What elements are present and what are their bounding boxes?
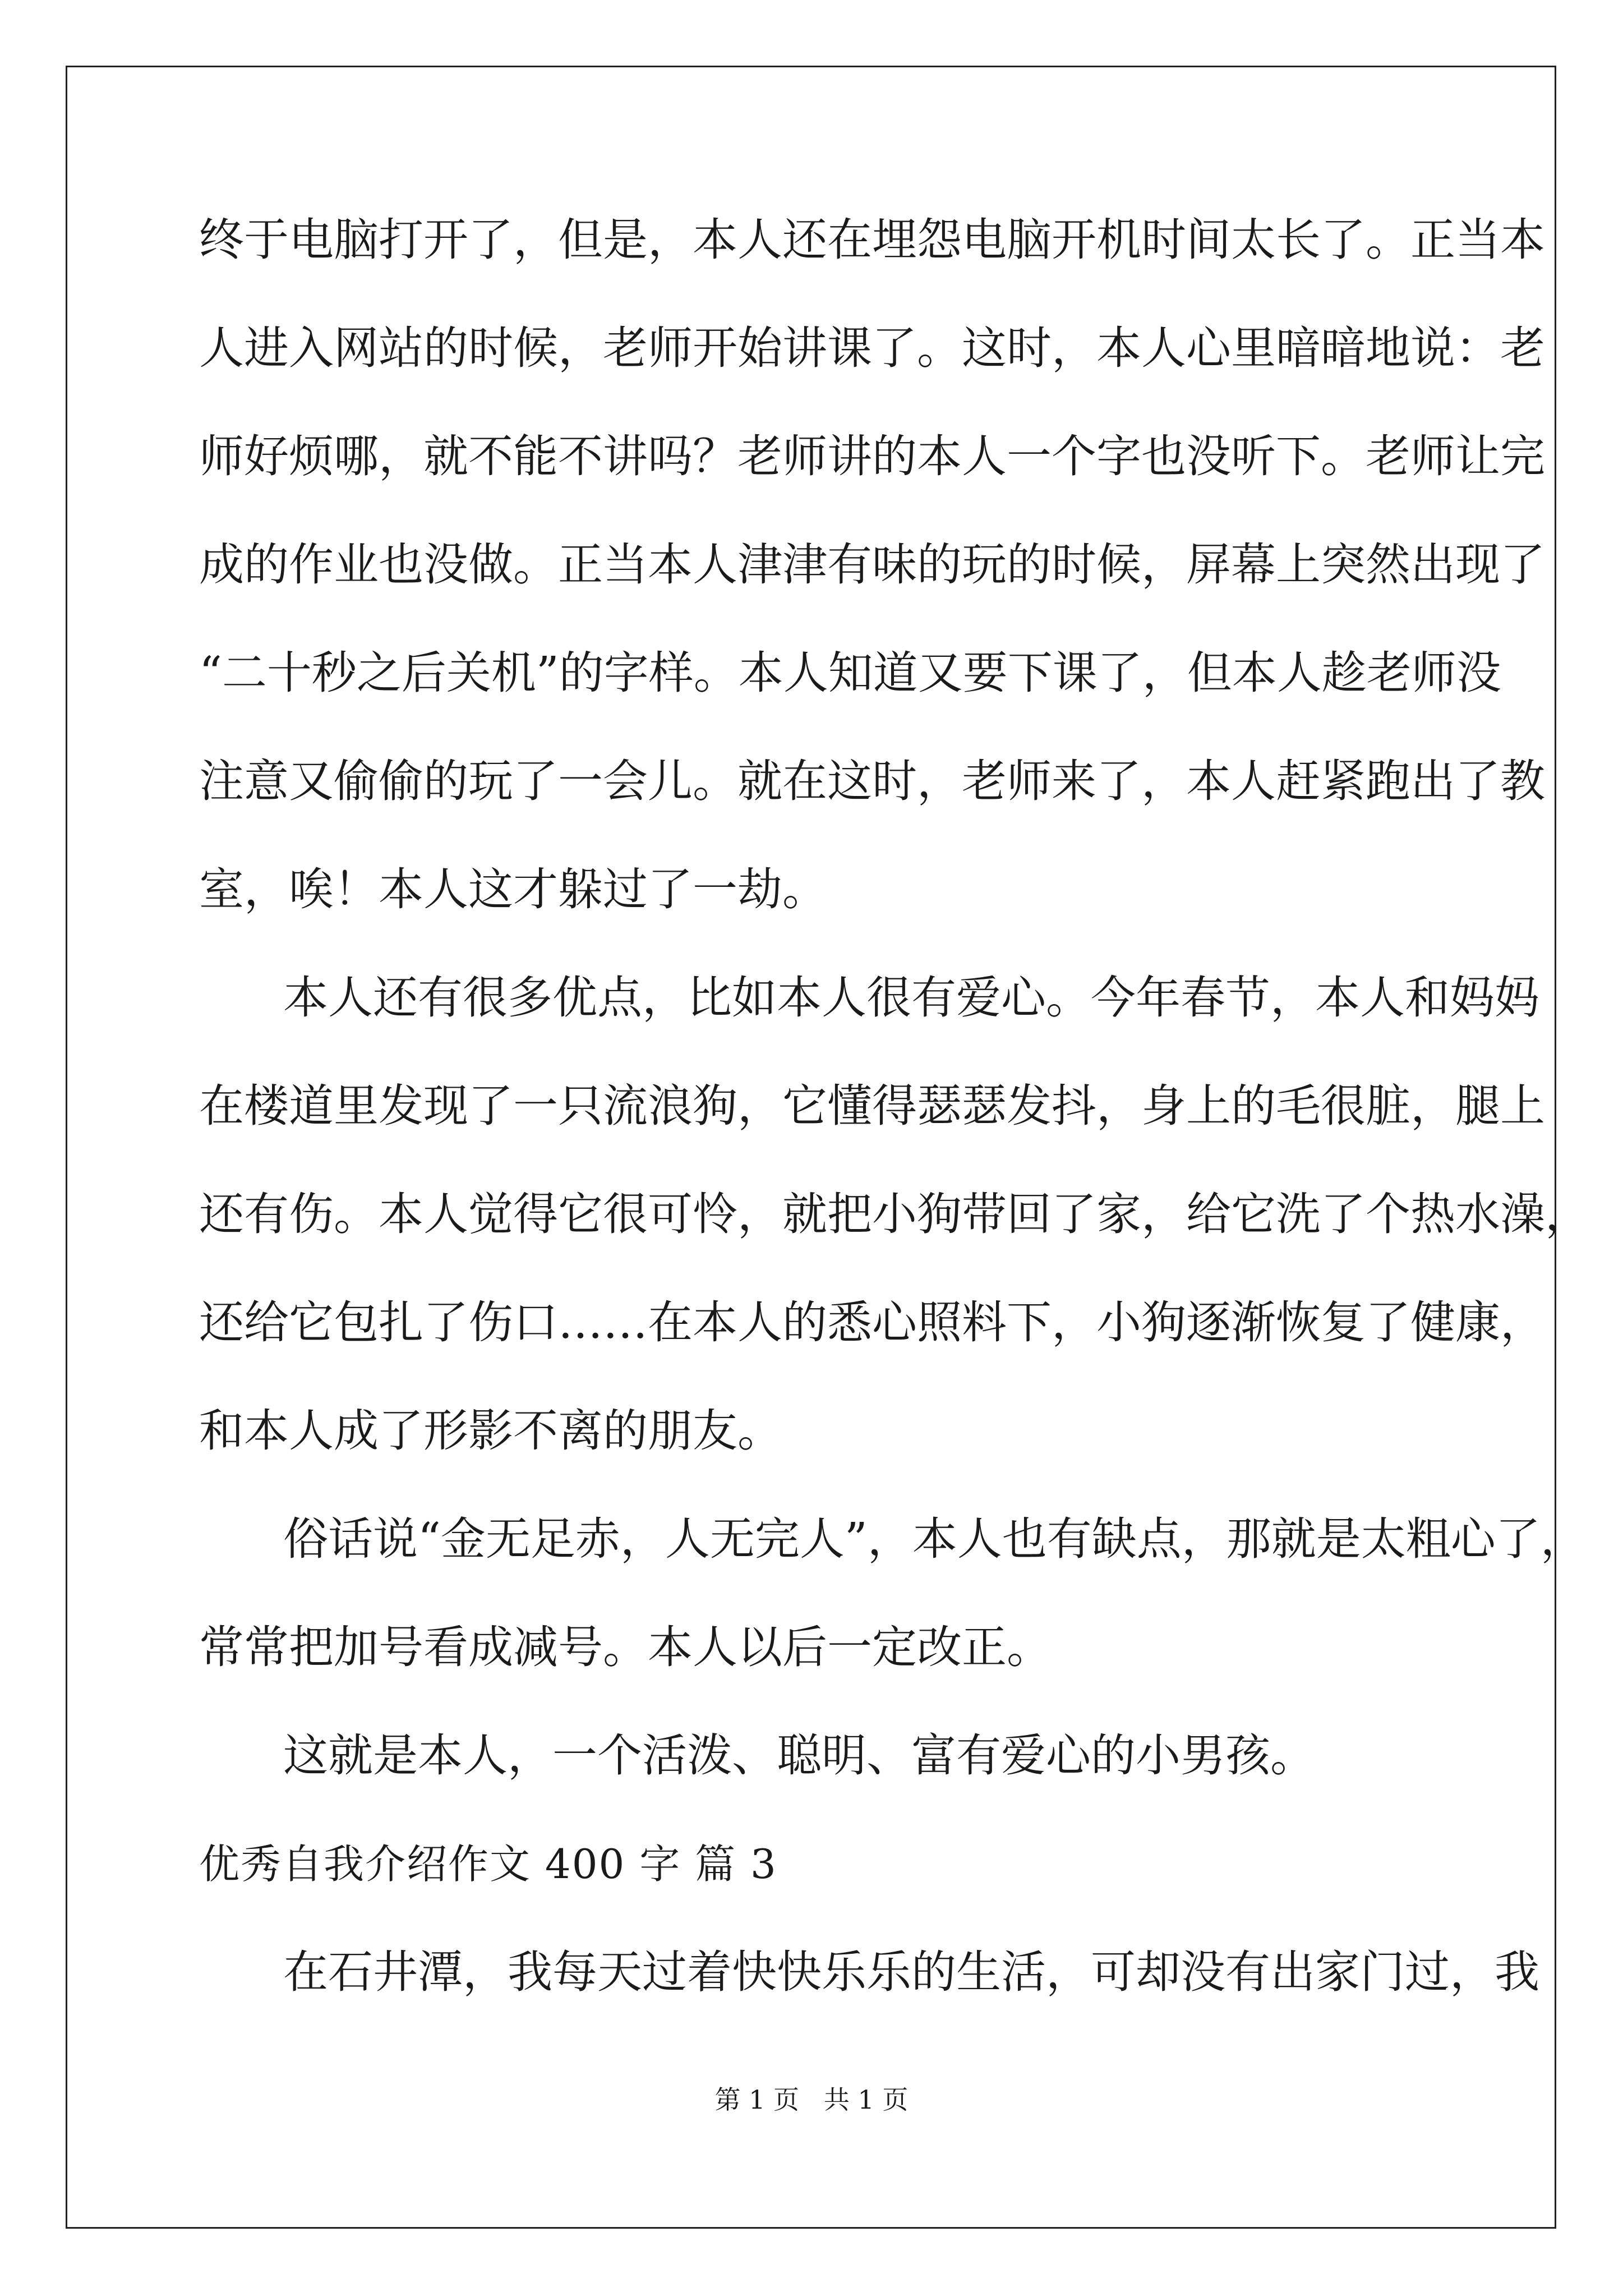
body-line: 终于电脑打开了，但是，本人还在埋怨电脑开机时间太长了。正当本 (199, 214, 1545, 266)
page-footer: 第 1 页 共 1 页 (714, 2085, 909, 2115)
paragraph-first-line: 本人还有很多优点，比如本人很有爱心。今年春节，本人和妈妈 (283, 972, 1539, 1024)
body-line: “二十秒之后关机”的字样。本人知道又要下课了，但本人趁老师没 (199, 647, 1501, 699)
paragraph-first-line: 在石井潭，我每天过着快快乐乐的生活，可却没有出家门过，我 (283, 1946, 1539, 1998)
body-line: 成的作业也没做。正当本人津津有味的玩的时候，屏幕上突然出现了 (199, 539, 1545, 591)
section-heading: 优秀自我介绍作文 400 字 篇 3 (199, 1841, 777, 1888)
body-line: 师好烦哪，就不能不讲吗？老师讲的本人一个字也没听下。老师让完 (199, 430, 1545, 482)
paragraph-first-line: 这就是本人，一个活泼、聪明、富有爱心的小男孩。 (283, 1729, 1315, 1782)
body-line: 在楼道里发现了一只流浪狗，它懂得瑟瑟发抖，身上的毛很脏，腿上 (199, 1080, 1545, 1132)
paragraph-first-line: 俗话说“金无足赤，人无完人”，本人也有缺点，那就是太粗心了， (283, 1513, 1585, 1565)
document-body (199, 213, 1590, 2054)
body-line: 常常把加号看成减号。本人以后一定改正。 (199, 1621, 1052, 1673)
body-line: 和本人成了形影不离的朋友。 (199, 1405, 782, 1457)
body-line: 注意又偷偷的玩了一会儿。就在这时，老师来了，本人赶紧跑出了教 (199, 755, 1545, 807)
body-line: 室，唉！本人这才躲过了一劫。 (199, 863, 827, 915)
body-line: 还有伤。本人觉得它很可怜，就把小狗带回了家，给它洗了个热水澡， (199, 1188, 1590, 1240)
body-line: 人进入网站的时候，老师开始讲课了。这时，本人心里暗暗地说：老 (199, 322, 1545, 374)
body-line: 还给它包扎了伤口……在本人的悉心照料下，小狗逐渐恢复了健康， (199, 1296, 1545, 1349)
